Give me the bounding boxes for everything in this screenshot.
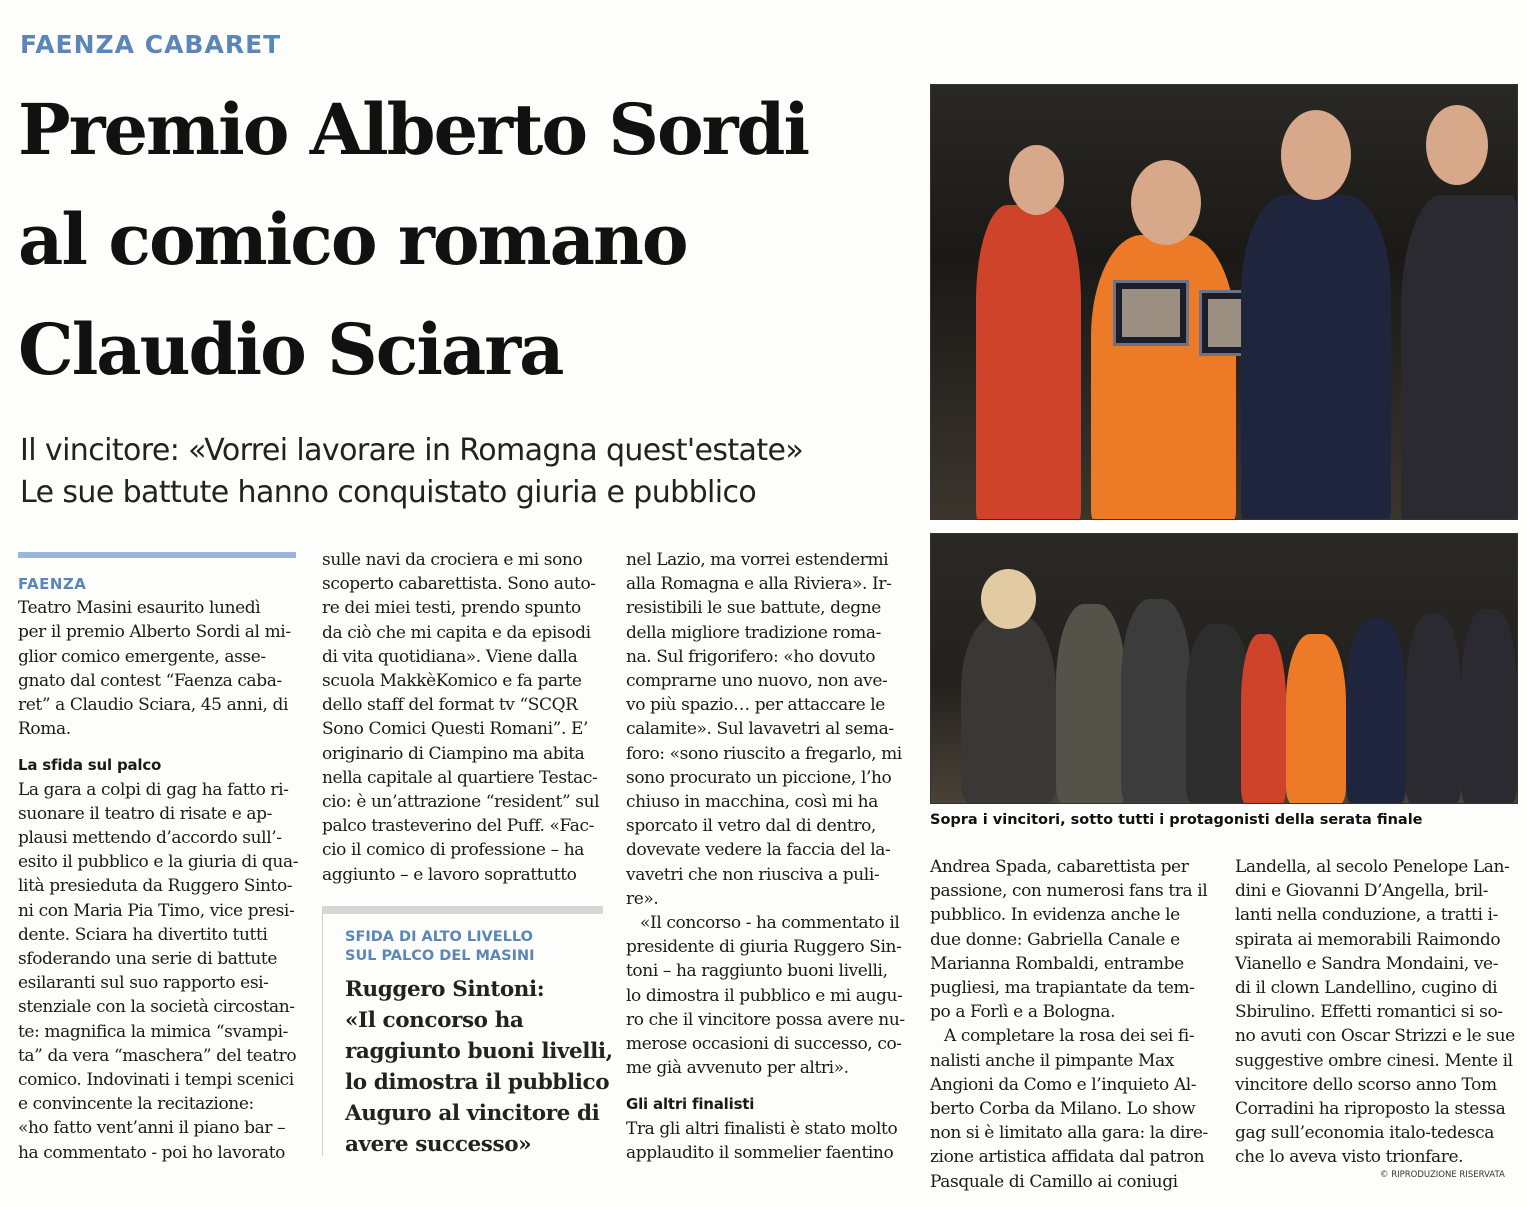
- text-line: comprarne uno nuovo, non ave-: [626, 671, 888, 692]
- text-line: Landella, al secolo Penelope Lan-: [1235, 857, 1510, 877]
- man-tuxedo-figure: [1401, 195, 1517, 520]
- section-subtitle: Gli altri finalisti: [626, 1095, 755, 1114]
- text-line: Roma.: [18, 719, 71, 740]
- text-line: ha commentato - poi ho lavorato: [18, 1142, 285, 1163]
- finalists-photo: [930, 533, 1518, 804]
- text-line: Tra gli altri finalisti è stato molto: [626, 1118, 898, 1139]
- text-line: esito il pubblico e la giuria di qua-: [18, 852, 299, 873]
- text-line: palco trasteverino del Puff. «Fac-: [322, 816, 594, 837]
- text-line: scuola MakkèKomico e fa parte: [322, 671, 582, 692]
- text-line: vavetri che non riusciva a puli-: [626, 864, 880, 885]
- text-line: toni – ha raggiunto buoni livelli,: [626, 961, 888, 982]
- text-line: foro: «sono riuscito a fregarlo, mi: [626, 743, 902, 764]
- text-line: pubblico. In evidenza anche le: [930, 905, 1180, 926]
- text-line: merose occasioni di successo, co-: [626, 1034, 902, 1055]
- text-line: Teatro Masini esaurito lunedì: [18, 598, 261, 619]
- text-line: gag sull’economia italo-tedesca: [1235, 1123, 1494, 1144]
- man-dark-suit-figure: [1241, 195, 1391, 520]
- photo-caption: Sopra i vincitori, sotto tutti i protagonisti della serata finale: [930, 812, 1423, 828]
- text-line: berto Corba da Milano. Lo show: [930, 1099, 1196, 1120]
- article-column-4: [930, 855, 1215, 1194]
- woman-red-dress-figure: [1241, 634, 1286, 804]
- subheadline-line: Il vincitore: «Vorrei lavorare in Romagna quest'estate»: [20, 433, 804, 468]
- text-line: applaudito il sommelier faentino: [626, 1142, 894, 1163]
- text-line: lità presieduta da Ruggero Sinto-: [18, 876, 293, 897]
- text-line: dovevate vedere la faccia del la-: [626, 840, 891, 861]
- text-line: esilaranti sul suo rapporto esi-: [18, 973, 269, 994]
- text-line: due donne: Gabriella Canale e: [930, 929, 1180, 950]
- text-line: Sono Comici Questi Romani”. E’: [322, 719, 588, 740]
- text-line: di vita quotidiana». Viene dalla: [322, 646, 578, 667]
- winner-orange-shirt-figure: [1286, 634, 1346, 804]
- box-rule: [323, 906, 603, 914]
- text-line: Sbirulino. Effetti romantici si so-: [1235, 1002, 1503, 1023]
- text-line: gnato dal contest “Faenza caba-: [18, 670, 282, 691]
- text-line: re».: [626, 888, 659, 909]
- text-line: sporcato il vetro dal di dentro,: [626, 816, 876, 837]
- text-line: sfoderando una serie di battute: [18, 949, 278, 970]
- column-rule: [18, 552, 296, 558]
- text-line: Pasquale di Camillo ai coniugi: [930, 1171, 1178, 1192]
- text-line: che lo aveva visto trionfare.: [1235, 1147, 1464, 1168]
- text-line: alla Romagna e alla Riviera». Ir-: [626, 574, 892, 595]
- text-line: spirata ai memorabili Raimondo: [1235, 929, 1501, 950]
- article-column-5: [1235, 855, 1520, 1170]
- award-plaque: [1113, 280, 1189, 346]
- text-line: me già avvenuto per altri».: [626, 1058, 849, 1079]
- person-figure: [1461, 609, 1517, 804]
- pull-quote-kicker: [345, 928, 535, 966]
- text-line: pugliesi, ma trapiantate da tem-: [930, 978, 1195, 999]
- text-line: da ciò che mi capita e da episodi: [322, 622, 591, 643]
- article-column-1: [18, 572, 300, 1165]
- face: [1009, 145, 1064, 215]
- text-line: po a Forlì e a Bologna.: [930, 1002, 1116, 1023]
- text-line: suggestive ombre cinesi. Mente il: [1235, 1050, 1513, 1071]
- winners-photo: [930, 84, 1518, 520]
- text-line: re dei miei testi, prendo spunto: [322, 598, 581, 619]
- text-line: sono procurato un piccione, l’ho: [626, 767, 892, 788]
- man-dark-suit-figure: [1346, 619, 1406, 804]
- text-line: di il clown Landellino, cugino di: [1235, 978, 1498, 999]
- text-line: lo dimostra il pubblico e mi augu-: [626, 985, 903, 1006]
- text-line: comico. Indovinati i tempi scenici: [18, 1070, 294, 1091]
- text-line: Angioni da Como e l’inquieto Al-: [930, 1074, 1197, 1095]
- headline: [18, 75, 918, 405]
- pull-quote-box: [322, 906, 613, 1157]
- subheadline-line: Le sue battute hanno conquistato giuria e pubblico: [20, 475, 757, 510]
- text-line: aggiunto – e lavoro soprattutto: [322, 864, 577, 885]
- article-column-2: [322, 548, 607, 887]
- quote-line: Ruggero Sintoni:: [345, 977, 545, 1002]
- quote-line: raggiunto buoni livelli,: [345, 1039, 613, 1064]
- copyright-note: © RIPRODUZIONE RISERVATA: [1380, 1170, 1505, 1180]
- subheadline: [20, 430, 920, 514]
- text-line: no avuti con Oscar Strizzi e le sue: [1235, 1026, 1515, 1047]
- text-line: dente. Sciara ha divertito tutti: [18, 924, 268, 945]
- person-figure: [1121, 599, 1191, 804]
- text-line: della migliore tradizione roma-: [626, 622, 881, 643]
- headline-line: al comico romano: [18, 198, 687, 281]
- text-line: per il premio Alberto Sordi al mi-: [18, 622, 291, 643]
- face: [1281, 110, 1351, 200]
- section-subtitle: La sfida sul palco: [18, 756, 162, 775]
- text-line: nel Lazio, ma vorrei estendermi: [626, 550, 889, 570]
- text-line: cio il comico di professione – ha: [322, 840, 584, 861]
- quote-line: lo dimostra il pubblico: [345, 1070, 610, 1095]
- quote-line: Auguro al vincitore di: [345, 1101, 600, 1126]
- quote-line: «Il concorso ha: [345, 1008, 524, 1033]
- text-line: Andrea Spada, cabarettista per: [930, 857, 1189, 877]
- face: [1426, 105, 1488, 185]
- person-figure: [1406, 614, 1461, 804]
- text-line: te: magnifica la mimica “svampi-: [18, 1021, 289, 1042]
- text-line: glior comico emergente, asse-: [18, 646, 266, 667]
- kicker-line: SUL PALCO DEL MASINI: [345, 948, 535, 964]
- text-line: Corradini ha riproposto la stessa: [1235, 1099, 1506, 1120]
- text-line: ni con Maria Pia Timo, vice presi-: [18, 900, 295, 921]
- text-line: cio: è un’attrazione “resident” sul: [322, 792, 600, 813]
- text-line: ret” a Claudio Sciara, 45 anni, di: [18, 695, 288, 716]
- woman-black-dress-figure: [961, 614, 1056, 804]
- text-line: La gara a colpi di gag ha fatto ri-: [18, 779, 289, 800]
- text-line: originario di Ciampino ma abita: [322, 743, 585, 764]
- section-tag: FAENZA CABARET: [20, 30, 282, 59]
- text-line: passione, con numerosi fans tra il: [930, 881, 1208, 902]
- text-line: nella capitale al quartiere Testac-: [322, 767, 598, 788]
- text-line: calamite». Sul lavavetri al sema-: [626, 719, 894, 740]
- text-line: chiuso in macchina, così mi ha: [626, 792, 878, 813]
- text-line: sulle navi da crociera e mi sono: [322, 550, 583, 570]
- text-line: nalisti anche il pimpante Max: [930, 1050, 1174, 1071]
- text-line: Vianello e Sandra Mondaini, ve-: [1235, 953, 1499, 974]
- dateline: FAENZA: [18, 575, 87, 593]
- text-line: dini e Giovanni D’Angella, bril-: [1235, 881, 1489, 902]
- text-line: e convincente la recitazione:: [18, 1094, 254, 1115]
- text-line: ta” da vera “maschera” del teatro: [18, 1045, 297, 1066]
- text-line: na. Sul frigorifero: «ho dovuto: [626, 646, 876, 667]
- text-line: zione artistica affidata dal patron: [930, 1147, 1205, 1168]
- quote-line: avere successo»: [345, 1132, 532, 1157]
- kicker-line: SFIDA DI ALTO LIVELLO: [345, 929, 533, 945]
- article-column-3: [626, 548, 911, 1165]
- headline-line: Claudio Sciara: [18, 308, 563, 391]
- text-line: vincitore dello scorso anno Tom: [1235, 1074, 1497, 1095]
- text-line: plausi mettendo d’accordo sull’-: [18, 828, 282, 849]
- text-line: non si è limitato alla gara: la dire-: [930, 1123, 1208, 1144]
- text-line: presidente di giuria Ruggero Sin-: [626, 937, 902, 958]
- text-line: «Il concorso - ha commentato il: [640, 913, 900, 934]
- text-line: stenziale con la società circostan-: [18, 997, 295, 1018]
- headline-line: Premio Alberto Sordi: [18, 88, 809, 171]
- text-line: suonare il teatro di risate e ap-: [18, 803, 272, 824]
- text-line: «ho fatto vent’anni il piano bar –: [18, 1118, 286, 1139]
- text-line: A completare la rosa dei sei fi-: [944, 1026, 1195, 1047]
- text-line: vo più spazio… per attaccare le: [626, 695, 885, 716]
- text-line: ro che il vincitore possa avere nu-: [626, 1009, 905, 1030]
- winner-orange-shirt-figure: [1091, 235, 1236, 520]
- text-line: dello staff del format tv “SCQR: [322, 695, 578, 716]
- face: [1131, 160, 1201, 245]
- woman-red-dress-figure: [976, 205, 1081, 520]
- person-figure: [1056, 604, 1126, 804]
- text-line: lanti nella conduzione, a tratti i-: [1235, 905, 1498, 926]
- text-line: Marianna Rombaldi, entrambe: [930, 953, 1184, 974]
- text-line: resistibili le sue battute, degne: [626, 598, 881, 619]
- text-line: scoperto cabarettista. Sono auto-: [322, 574, 596, 595]
- face: [981, 569, 1036, 629]
- pull-quote: [345, 974, 613, 1160]
